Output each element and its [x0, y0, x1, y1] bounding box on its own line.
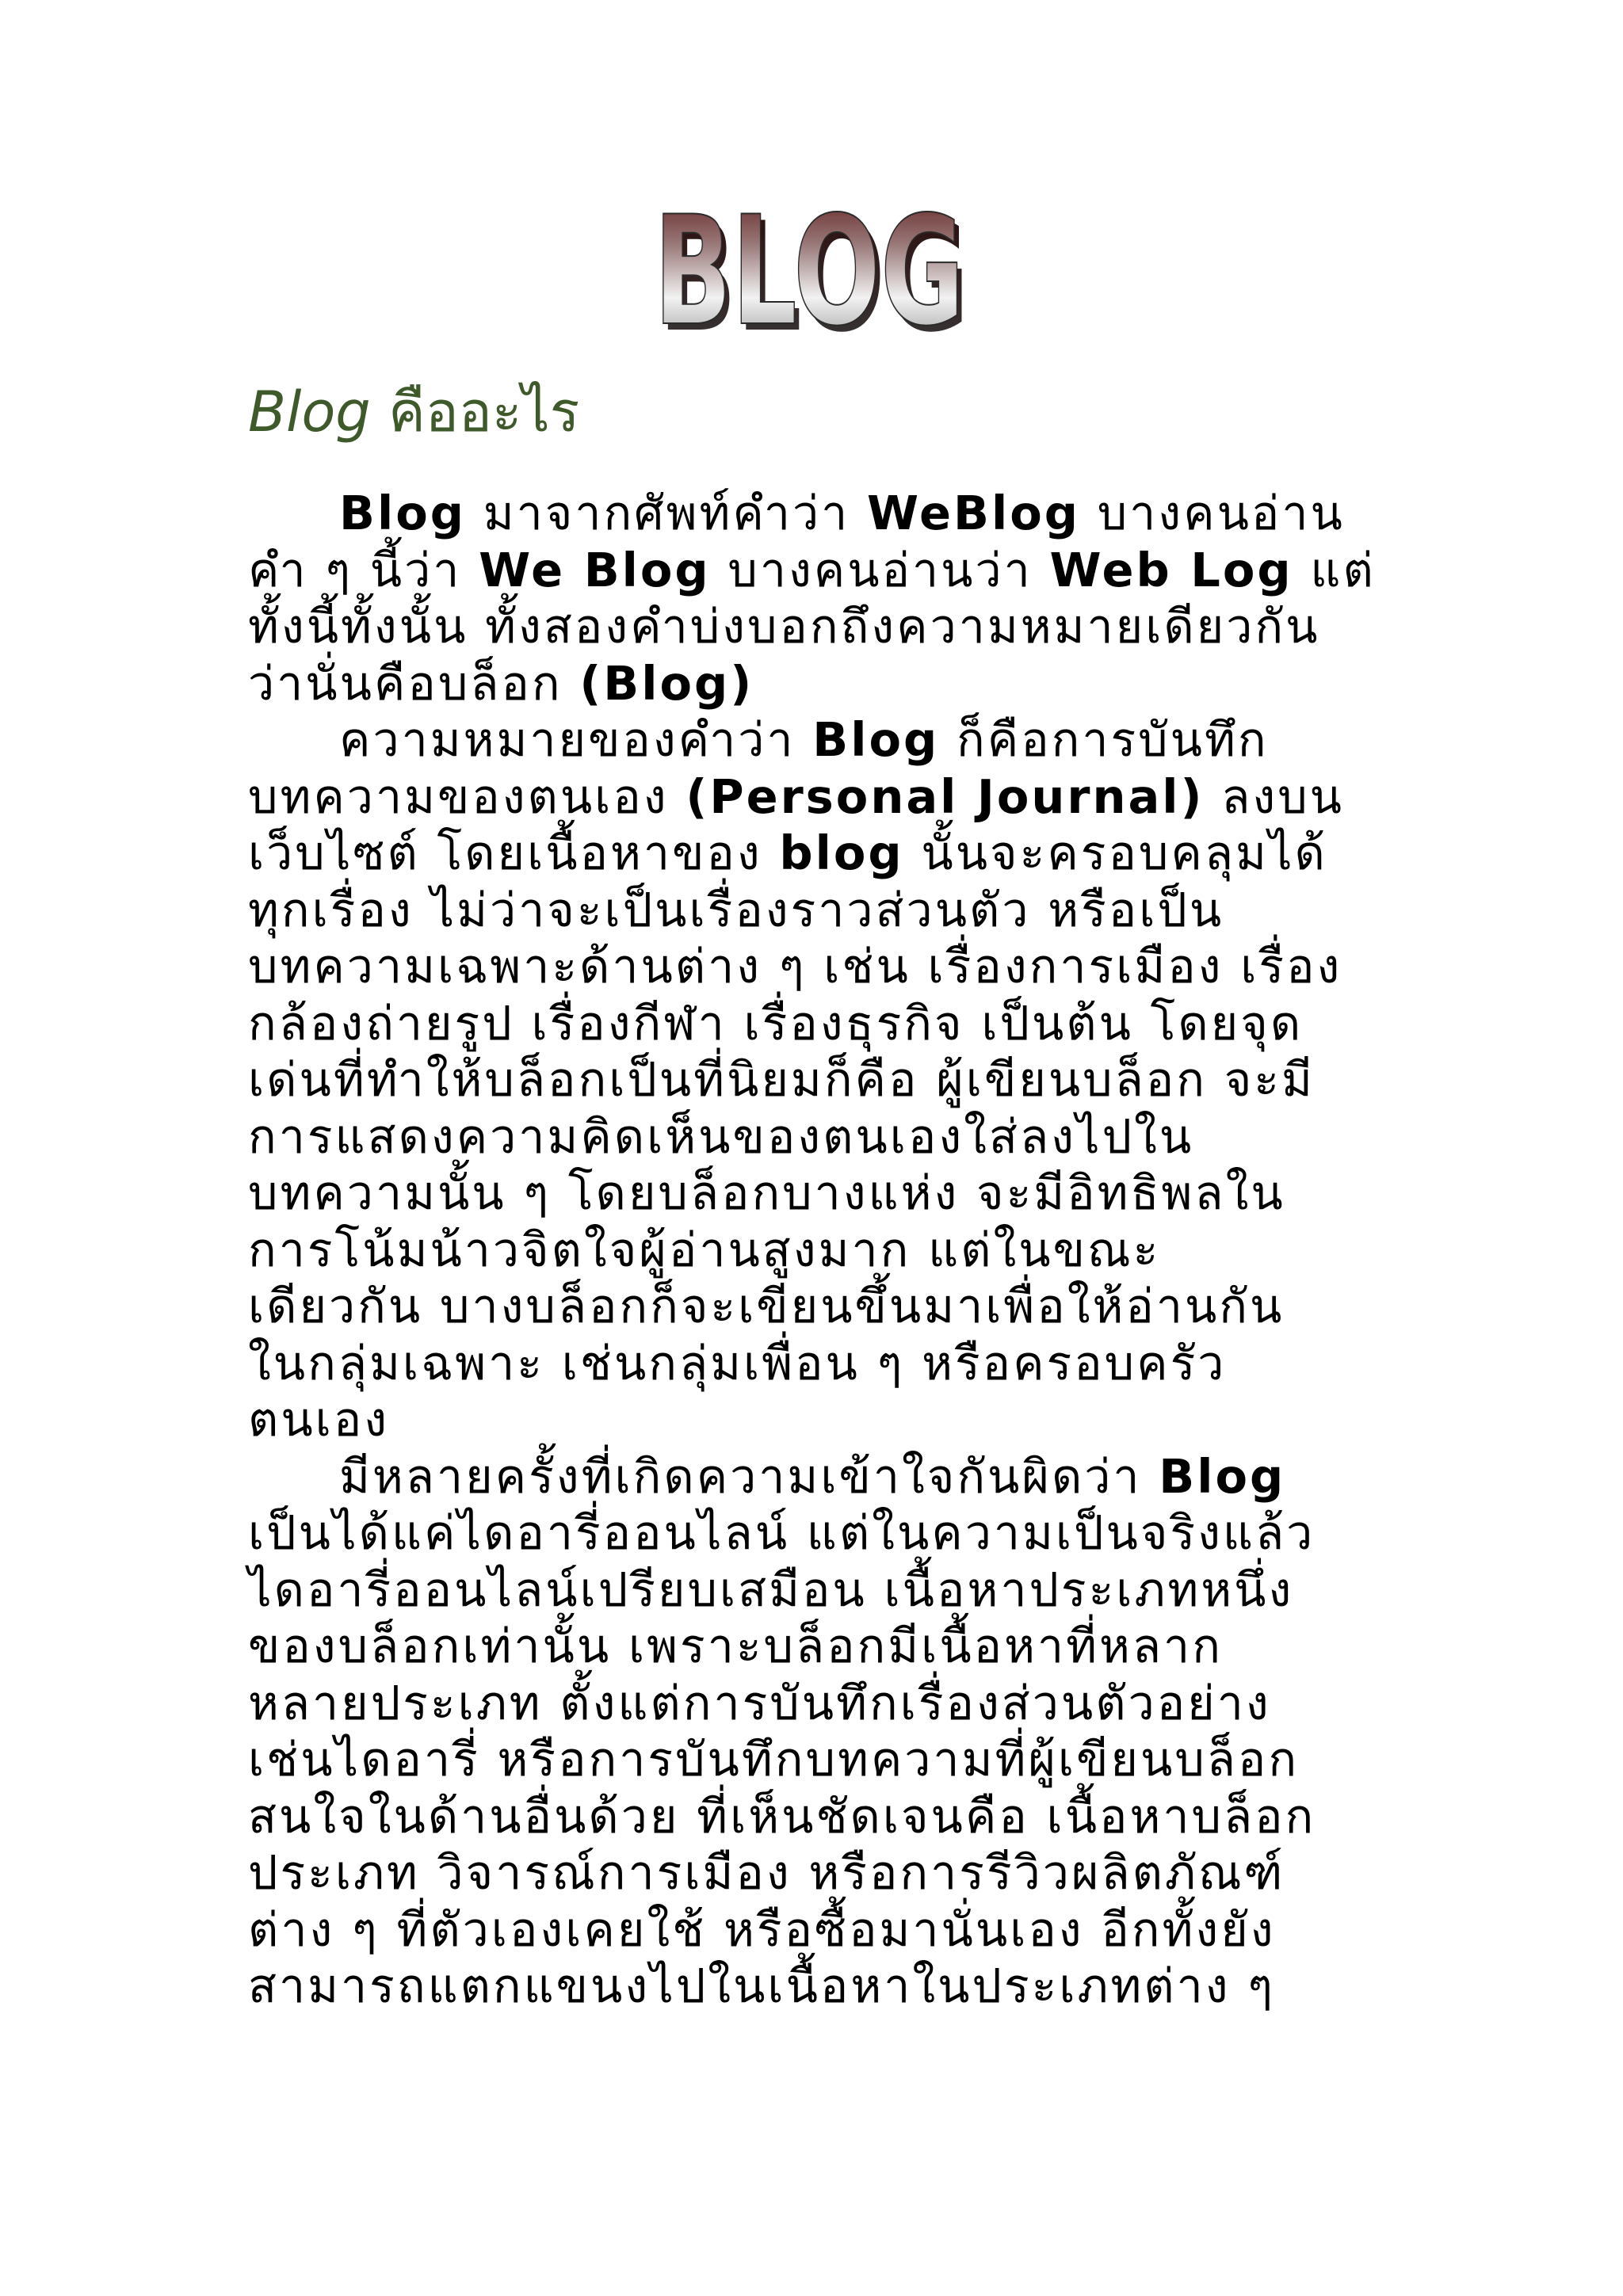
p2-text: ความหมายของคำว่า: [339, 712, 813, 767]
p1-text: แต่: [1293, 542, 1376, 597]
p1-term-web-log: Web Log: [1049, 542, 1293, 597]
p2-line-4: ทุกเรื่อง ไม่ว่าจะเป็นเรื่องราวส่วนตัว หรือเป็น: [248, 882, 1224, 937]
heading-english: Blog: [248, 379, 371, 444]
p2-text: เว็บไซต์ โดยเนื้อหาของ: [248, 826, 780, 880]
p1-term-blog-paren: (Blog): [579, 655, 754, 711]
p3-line-3: ไดอารี่ออนไลน์เปรียบเสมือน เนื้อหาประเภทหนึ่ง: [248, 1562, 1294, 1617]
p3-line-1: [248, 1448, 1389, 1505]
page-heading: [248, 372, 579, 452]
p2-text: นั้นจะครอบคลุมได้: [903, 826, 1327, 880]
p2-line-9: บทความนั้น ๆ โดยบล็อกบางแห่ง จะมีอิทธิพลใน: [248, 1165, 1285, 1220]
p3-line-4: ของบล็อกเท่านั้น เพราะบล็อกมีเนื้อหาที่หลาก: [248, 1619, 1223, 1673]
p2-line-8: การแสดงความคิดเห็นของตนเองใส่ลงไปใน: [248, 1108, 1194, 1164]
p1-term-blog: Blog: [339, 486, 466, 540]
p2-line-10: การโน้มน้าวจิตใจผู้อ่านสูงมาก แต่ในขณะ: [248, 1222, 1161, 1277]
p2-term-blog: Blog: [812, 712, 940, 767]
blog-logo-shadow: BLOG: [659, 190, 969, 355]
p2-line-2: [248, 769, 1389, 826]
p1-term-we-blog: We Blog: [479, 542, 711, 597]
p1-line-3: ทั้งนี้ทั้งนั้น ทั้งสองคำบ่งบอกถึงความหมายเดียวกัน: [248, 599, 1320, 654]
p2-line-7: เด่นที่ทำให้บล็อกเป็นที่นิยมก็คือ ผู้เขียนบล็อก จะมี: [248, 1052, 1315, 1107]
p2-term-blog-lower: blog: [779, 826, 904, 880]
p2-line-3: [248, 825, 1389, 882]
p1-text: บางคนอ่าน: [1079, 486, 1345, 540]
p3-line-2: เป็นได้แค่ไดอารี่ออนไลน์ แต่ในความเป็นจริงแล้ว: [248, 1505, 1316, 1560]
p1-text: บางคนอ่านว่า: [710, 542, 1050, 597]
p1-line-4: [248, 655, 1389, 712]
p2-line-5: บทความเฉพาะด้านต่าง ๆ เช่น เรื่องการเมือง เรื่อง: [248, 939, 1342, 994]
p2-text: ก็คือการบันทึก: [939, 712, 1269, 767]
p3-text: มีหลายครั้งที่เกิดความเข้าใจกันผิดว่า: [339, 1448, 1159, 1504]
blog-logo: [646, 181, 979, 355]
p2-line-6: กล้องถ่ายรูป เรื่องกีฬา เรื่องธุรกิจ เป็นต้น โดยจุด: [248, 995, 1304, 1051]
p3-line-9: ต่าง ๆ ที่ตัวเองเคยใช้ หรือซื้อมานั่นเอง อีกทั้งยัง: [248, 1901, 1276, 1957]
p1-text: คำ ๆ นี้ว่า: [248, 542, 479, 597]
article-body: [248, 485, 1389, 2015]
blog-logo-face: BLOG: [654, 184, 964, 355]
p2-text: ลงบน: [1204, 769, 1345, 824]
p1-line-2: [248, 542, 1389, 599]
p1-line-1: [248, 485, 1389, 542]
p3-line-8: ประเภท วิจารณ์การเมือง หรือการรีวิวผลิตภัณฑ์: [248, 1845, 1285, 1900]
p1-text: มาจากศัพท์คำว่า: [465, 486, 868, 540]
p2-line-13: ตนเอง: [248, 1392, 390, 1447]
p2-text: บทความของตนเอง: [248, 769, 686, 824]
p3-term-blog: Blog: [1159, 1448, 1286, 1504]
p2-term-personal-journal: (Personal Journal): [685, 769, 1205, 824]
p2-line-12: ในกลุ่มเฉพาะ เช่นกลุ่มเพื่อน ๆ หรือครอบครัว: [248, 1335, 1227, 1390]
p3-line-7: สนใจในด้านอื่นด้วย ที่เห็นชัดเจนคือ เนื้อหาบล็อก: [248, 1788, 1316, 1844]
p3-line-5: หลายประเภท ตั้งแต่การบันทึกเรื่องส่วนตัวอย่าง: [248, 1675, 1271, 1730]
p1-text: ว่านั่นคือบล็อก: [248, 655, 580, 711]
p3-line-6: เช่นไดอารี่ หรือการบันทึกบทความที่ผู้เขียนบล็อก: [248, 1732, 1300, 1787]
p3-line-10: สามารถแตกแขนงไปในเนื้อหาในประเภทต่าง ๆ: [248, 1958, 1275, 2013]
p2-line-1: [248, 711, 1389, 769]
heading-thai: คืออะไร: [370, 379, 580, 444]
p1-term-weblog: WeBlog: [867, 486, 1080, 540]
p2-line-11: เดียวกัน บางบล็อกก็จะเขียนขึ้นมาเพื่อให้อ่านกัน: [248, 1279, 1285, 1333]
